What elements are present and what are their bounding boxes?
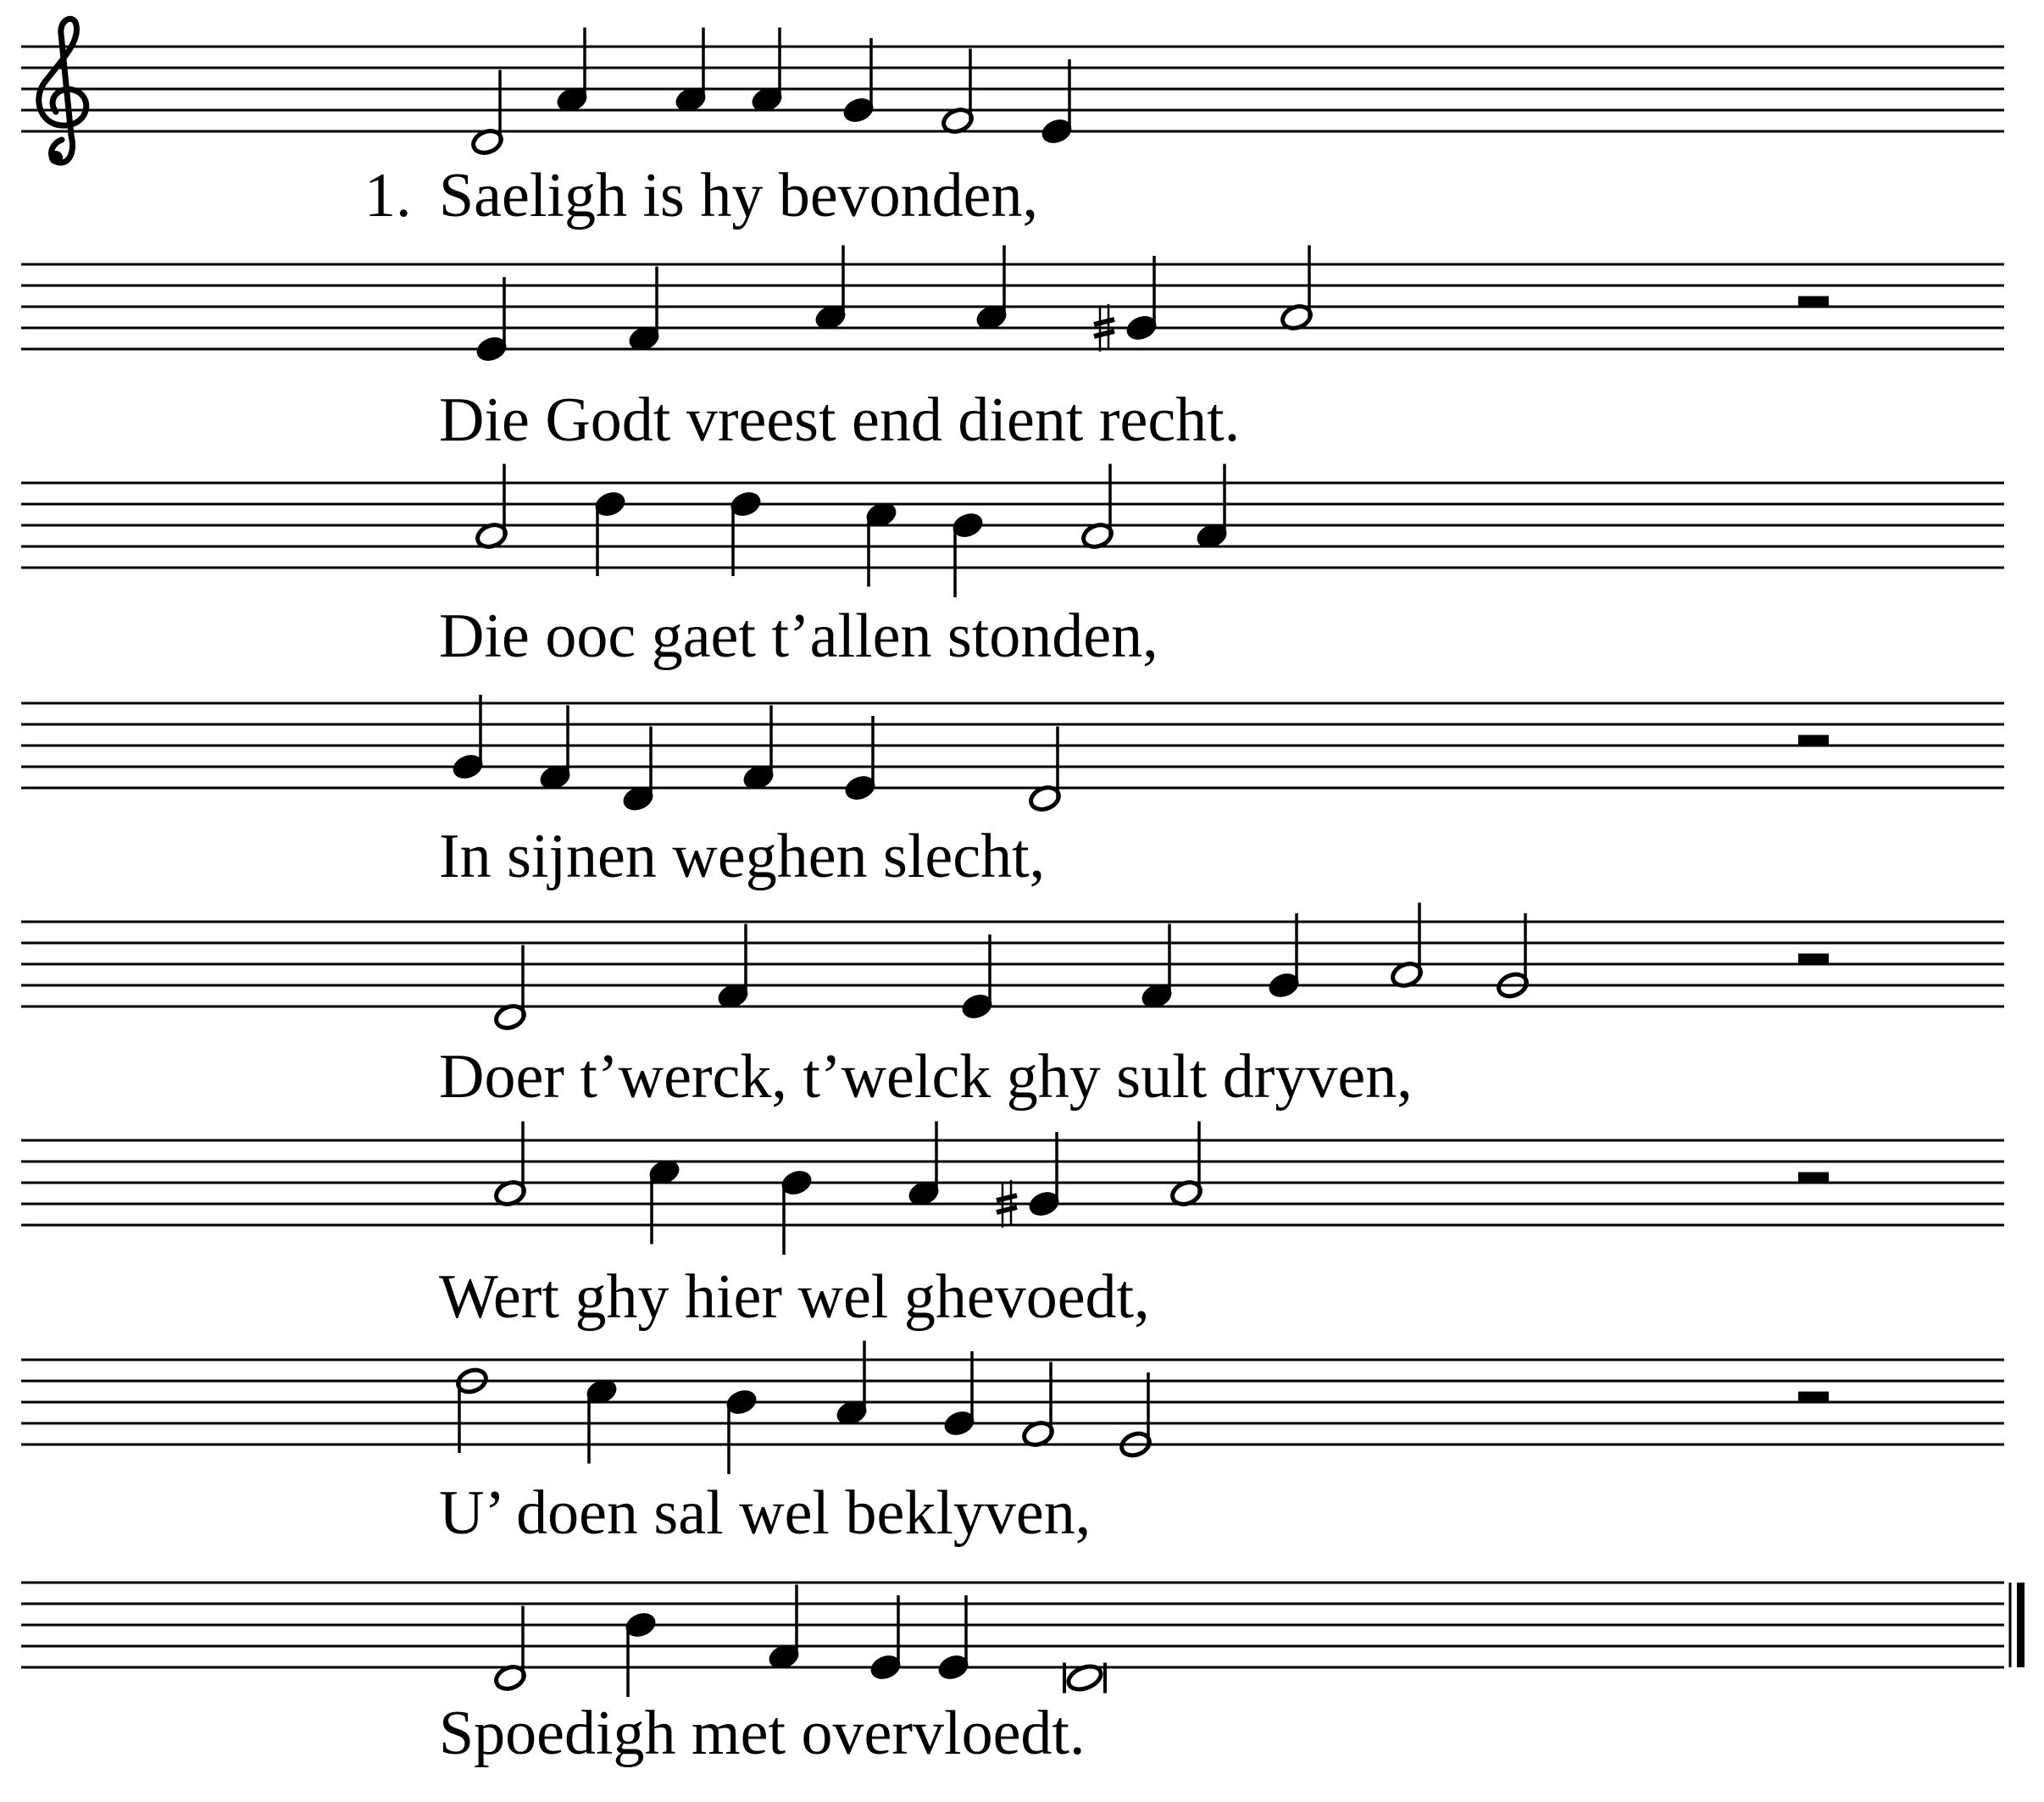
note xyxy=(941,49,975,136)
note xyxy=(742,706,776,792)
note xyxy=(1140,924,1175,1011)
staff-system xyxy=(21,903,2004,1112)
rest-mark xyxy=(1798,297,1829,308)
note xyxy=(729,490,764,576)
verse-number: 1. xyxy=(364,161,412,230)
note xyxy=(1094,256,1158,352)
note xyxy=(975,246,1009,332)
staff-lines xyxy=(21,483,2004,568)
note xyxy=(1021,1362,1056,1449)
staff-system xyxy=(21,1341,2004,1549)
rest-mark xyxy=(1798,1392,1829,1404)
note xyxy=(493,1606,528,1693)
note xyxy=(750,28,785,114)
lyric-line: Die Godt vreest end dient recht. xyxy=(439,385,1241,455)
note xyxy=(493,1122,528,1208)
staff-lines xyxy=(21,922,2004,1006)
staff-lines xyxy=(21,703,2004,788)
note xyxy=(1267,913,1302,1000)
note xyxy=(538,706,573,792)
lyric-line: Spoedigh met overvloedt. xyxy=(439,1699,1086,1768)
note xyxy=(593,490,628,576)
note xyxy=(1028,727,1063,813)
staff-system xyxy=(21,28,2004,231)
note xyxy=(936,1595,971,1682)
note xyxy=(725,1388,759,1474)
rest-mark xyxy=(1798,954,1829,966)
staff-lines xyxy=(21,1583,2004,1667)
note xyxy=(1040,59,1075,146)
note xyxy=(470,70,505,157)
note xyxy=(767,1585,802,1672)
rest-mark xyxy=(1798,1173,1829,1184)
lyric-line: Doer t’werck, t’welck ghy sult dryven, xyxy=(439,1042,1413,1112)
note xyxy=(997,1132,1061,1228)
note xyxy=(493,945,528,1032)
lyric-line: U’ doen sal wel beklyven, xyxy=(439,1478,1091,1548)
note xyxy=(624,1611,658,1697)
note xyxy=(835,1341,869,1428)
note xyxy=(780,1168,814,1255)
lyric-line: Saeligh is hy bevonden, xyxy=(439,161,1039,230)
note xyxy=(1169,1122,1204,1208)
note xyxy=(455,1367,490,1453)
note xyxy=(841,38,876,125)
lyric-line: In sijnen weghen slecht, xyxy=(439,822,1046,891)
staff-lines xyxy=(21,47,2004,131)
note xyxy=(555,28,590,114)
staff-system xyxy=(21,246,2004,456)
note xyxy=(647,1157,682,1244)
note xyxy=(475,277,509,363)
final-barline xyxy=(2010,1583,2025,1667)
staff-lines xyxy=(21,264,2004,349)
rest-mark xyxy=(1798,735,1829,747)
note xyxy=(843,716,878,802)
note xyxy=(1496,913,1530,1000)
note xyxy=(674,28,708,114)
treble-clef-icon xyxy=(39,19,86,164)
note xyxy=(960,934,995,1021)
note xyxy=(1280,246,1314,332)
note xyxy=(1390,903,1425,990)
staff-system xyxy=(21,464,2004,672)
note xyxy=(585,1377,619,1463)
note xyxy=(475,464,509,551)
note xyxy=(907,1122,941,1208)
staff-lines xyxy=(21,1140,2004,1225)
note xyxy=(951,511,986,597)
note xyxy=(451,695,486,781)
note xyxy=(1080,464,1115,551)
note xyxy=(869,1595,903,1682)
note xyxy=(716,924,751,1011)
staff-system xyxy=(21,1122,2004,1333)
lyric-line: Wert ghy hier wel ghevoedt, xyxy=(439,1262,1150,1332)
note xyxy=(942,1351,977,1438)
staff-system xyxy=(21,1583,2025,1768)
note xyxy=(1119,1372,1153,1459)
note xyxy=(621,727,656,813)
staff-system xyxy=(21,695,2004,891)
note xyxy=(814,246,848,332)
note xyxy=(1195,464,1230,551)
lyric-line: Die ooc gaet t’allen stonden, xyxy=(439,602,1158,671)
staff-lines xyxy=(21,1360,2004,1444)
note xyxy=(864,500,899,586)
note xyxy=(627,267,662,353)
